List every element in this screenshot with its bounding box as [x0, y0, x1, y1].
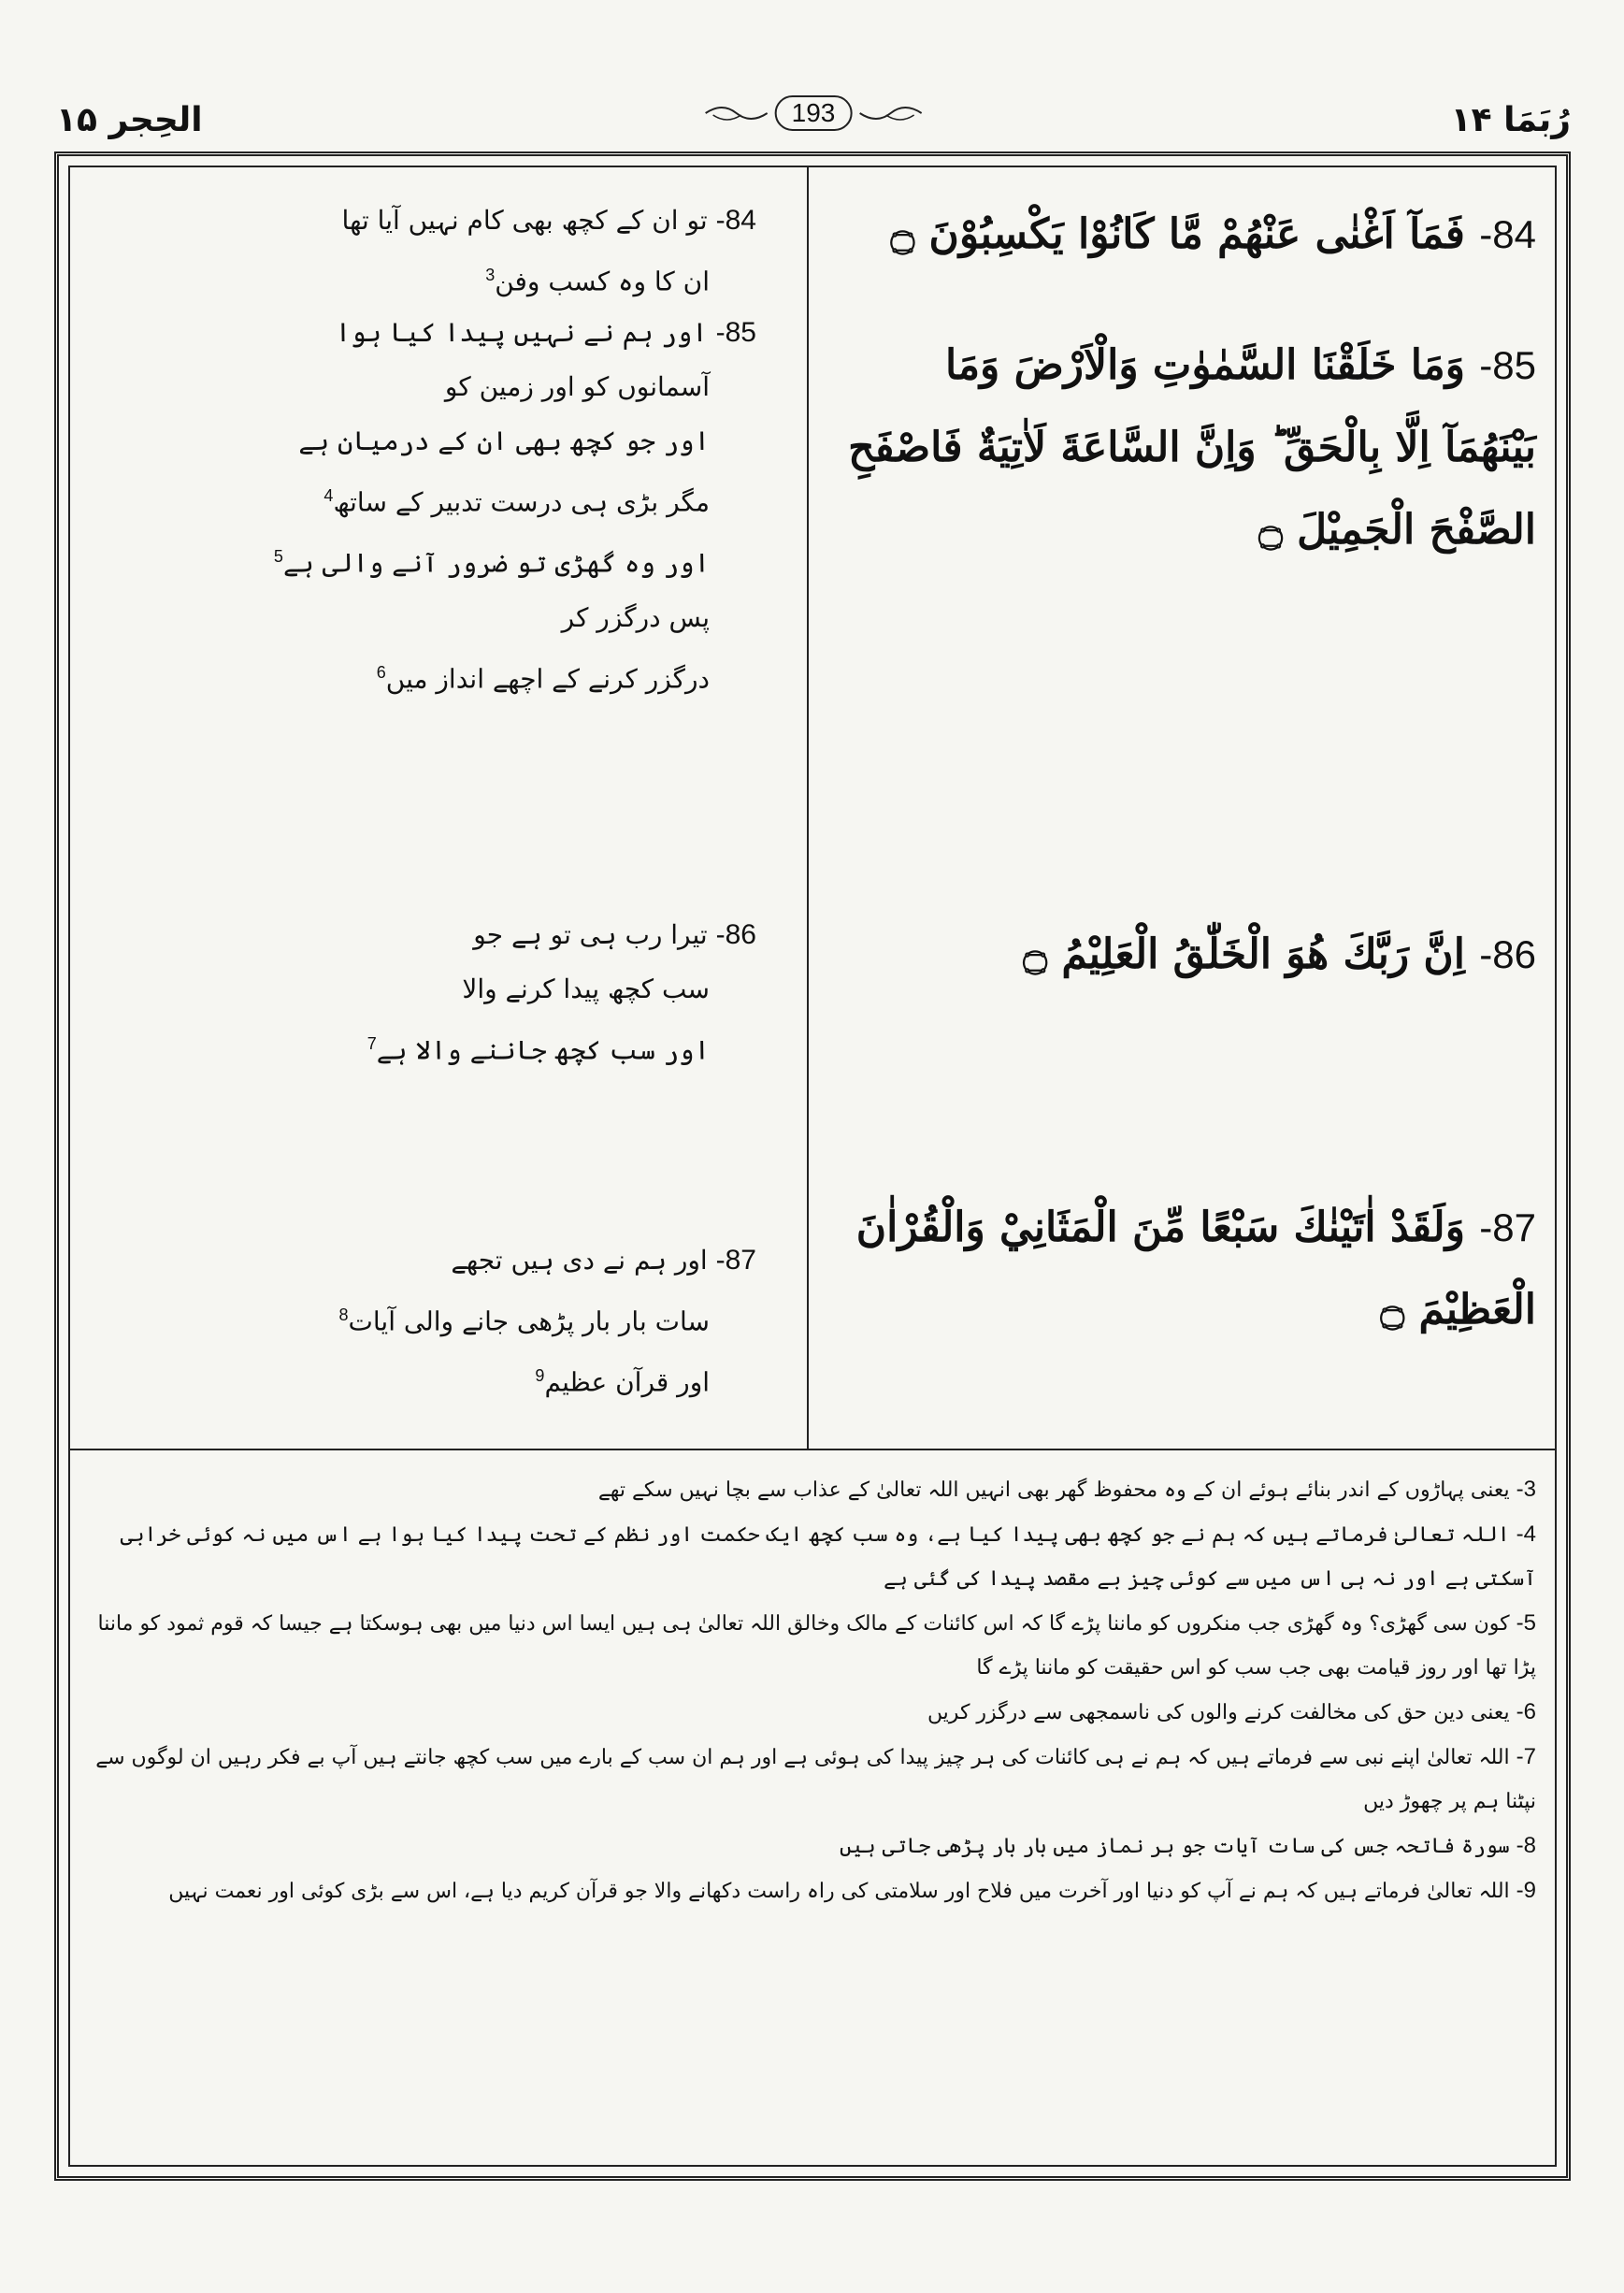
verse-87: 87- وَلَقَدْ اٰتَيْنٰكَ سَبْعًا مِّنَ الْمَثَانِيْ وَالْقُرْاٰنَ الْعَظِيْمَ ۝ — [855, 1204, 1536, 1334]
verse-84: 84- فَمَآ اَغْنٰى عَنْهُمْ مَّا كَانُوْا يَكْسِبُوْنَ ۝ — [890, 210, 1536, 258]
verse-85: 85- وَمَا خَلَقْنَا السَّمٰوٰتِ وَالْاَرْضَ وَمَا بَيْنَهُمَآ اِلَّا بِالْحَقِّ ؕ وَاِنَّ السَّاعَةَ لَاٰتِيَةٌ فَاصْفَحِ الصَّفْحَ الْجَمِيْلَ ۝ — [848, 341, 1536, 554]
translation-84: 84- تو ان کے کچھ بھی کام نہیں آیا تھا ان کا وہ کسب وفن$^3$ — [341, 205, 756, 297]
footnotes — [89, 1467, 1536, 1913]
translation-86: 86- تیرا رب ہی تو ہے جو سب کچھ پیدا کرنے والا اور سب کچھ جاننے والا ہے$^7$ — [366, 919, 756, 1066]
left-flourish-icon — [704, 102, 769, 124]
footnote-3: 3- یعنی پہاڑوں کے اندر بنائے ہوئے ان کے وہ محفوظ گھر بھی انہیں اللہ تعالیٰ کے عذاب سے بچا نہیں سکے تھے — [597, 1477, 1536, 1502]
footnote-4: 4- اللہ تعالیٰ فرماتے ہیں کہ ہم نے جو کچھ بھی پیدا کیا ہے، وہ سب کچھ ایک حکمت اور نظم کے تحت پیدا کیا ہوا ہے اس میں نہ کوئی خرابی آسکتی ہے اور نہ ہی اس میں سے کوئی چیز بے مقصد پیدا کی گئی ہے — [120, 1521, 1536, 1591]
footnote-9: 9- اللہ تعالیٰ فرماتے ہیں کہ ہم نے آپ کو دنیا اور آخرت میں فلاح اور سلامتی کی راہ راست دکھانے والا جو قرآن کریم دیا ہے، اس سے بڑی کوئی اور نعمت نہیں — [168, 1878, 1536, 1903]
inner-frame — [68, 166, 1557, 2167]
translation-87: 87- اور ہم نے دی ہیں تجھے سات بار بار پڑھی جانے والی آیات$^8$ اور قرآن عظیم$^9$ — [338, 1245, 756, 1398]
footnote-7: 7- اللہ تعالیٰ اپنے نبی سے فرماتے ہیں کہ ہم نے ہی کائنات کی ہر چیز پیدا کی ہوئی ہے اور ہم ان سب کے بارے میں سب کچھ جانتے ہیں آپ بے فکر رہیں ان لوگوں سے نپٹنا ہم پر چھوڑ دیں — [95, 1744, 1536, 1813]
footnote-divider — [70, 1449, 1555, 1450]
footnote-6: 6- یعنی دین حق کی مخالفت کرنے والوں کی ناسمجھی سے درگزر کریں — [927, 1699, 1536, 1724]
page-number-ornament — [704, 95, 924, 131]
page-frame — [54, 151, 1571, 2181]
footnote-5: 5- کون سی گھڑی؟ وہ گھڑی جب منکروں کو ماننا پڑے گا کہ اس کائنات کے مالک وخالق اللہ تعالیٰ ہی ہیں ایسا اس دنیا میں بھی ہوسکتا ہے جیسا کہ قوم ثمود کو ماننا پڑا تھا اور روز قیامت بھی جب سب کو اس حقیقت کو ماننا پڑے گا — [97, 1610, 1536, 1680]
right-flourish-icon — [857, 102, 923, 124]
column-divider — [807, 167, 809, 1449]
page-number: 193 — [775, 95, 853, 131]
surah-name: الحِجر ۱۵ — [56, 101, 203, 139]
translation-85: 85- اور ہم نے نہیں پیدا کیا ہوا آسمانوں کو اور زمین کو اور جو کچھ بھی ان کے درمیان ہے مگر بڑی ہی درست تدبیر کے ساتھ$^4$ اور وہ گھڑی تو ضرور آنے والی ہے$^5$ پس درگزر کر درگزر کرنے کے اچھے انداز میں$^6$ — [273, 317, 756, 694]
verse-86: 86- اِنَّ رَبَّكَ هُوَ الْخَلّٰقُ الْعَلِيْمُ ۝ — [1023, 930, 1536, 978]
footnote-8: 8- سورۃ فاتحہ جس کی سات آیات جو ہر نماز میں بار بار پڑھی جاتی ہیں — [839, 1833, 1536, 1858]
page-header — [56, 98, 1571, 148]
juz-name: رُبَمَا ۱۴ — [1450, 101, 1571, 139]
